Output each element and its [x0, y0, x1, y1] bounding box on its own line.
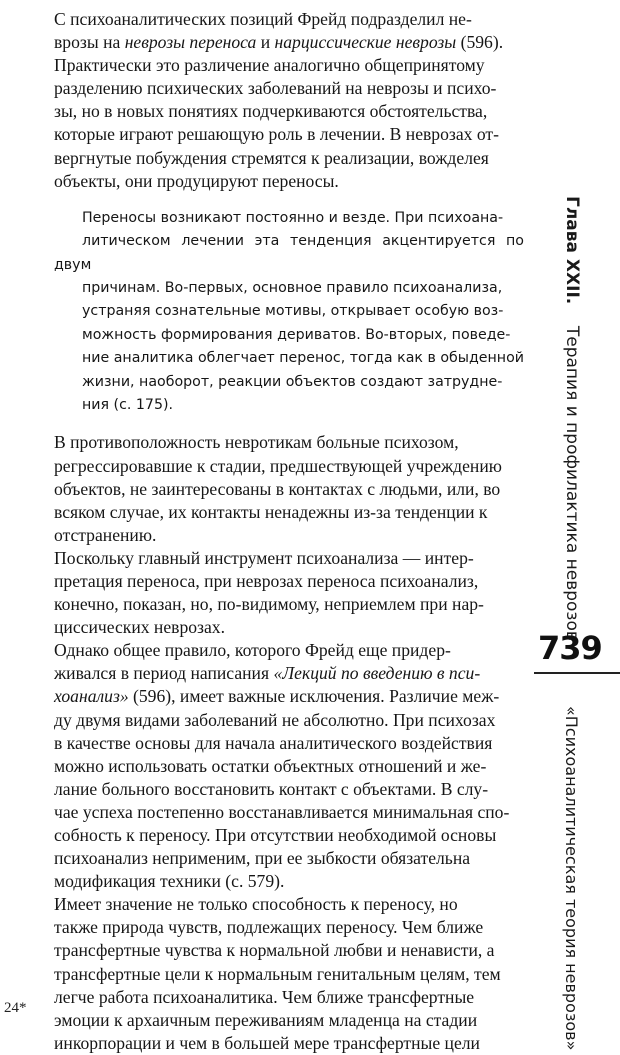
text-line: также природа чувств, подлежащих переносу. Чем ближе: [54, 917, 484, 938]
text-line: модификация техники (с. 579).: [54, 871, 285, 892]
text-line: эмоции к архаичным переживаниям младенца на стадии: [54, 1009, 478, 1030]
paragraph: [26, 547, 524, 639]
text-line: которые играют решающую роль в лечении. В неврозах от-: [54, 124, 499, 145]
text-line: всяком случае, их контакты ненадежны из-за тенденции к: [54, 501, 488, 522]
text-line: Имеет значение не только способность к переносу, но: [54, 894, 458, 915]
text-line: циссических неврозах.: [54, 617, 226, 638]
text-line: причинам. Во-первых, основное правило психоанализа,: [82, 279, 503, 296]
chapter-running-head: [562, 196, 582, 641]
text-line: жизни, наоборот, реакции объектов создают затрудне-: [82, 373, 503, 390]
text-line: Переносы возникают постоянно и везде. При психоана-: [82, 209, 504, 226]
text-line: трансфертные чувства к нормальной любви и ненависти, а: [54, 940, 495, 961]
text-line: В противоположность невротикам больные психозом,: [54, 432, 459, 453]
text-line: чае успеха постепенно восстанавливается минимальная спо-: [54, 801, 510, 822]
chapter-label: Глава XXII.: [562, 196, 582, 305]
text-line: регрессировавшие к стадии, предшествующей учреждению: [54, 455, 502, 476]
text-line: психоанализ неприменим, при ее зыбкости обязательна: [54, 848, 471, 869]
page-number: 739: [538, 629, 602, 667]
text-line: вергнутые побуждения стремятся к реализации, вожделея: [54, 147, 489, 168]
paragraph: [26, 639, 524, 893]
text-line: инкорпорации и чем в большей мере трансфертные цели: [54, 1032, 480, 1053]
chapter-title: Терапия и профилактика неврозов: [562, 325, 582, 641]
text-line: в качестве основы для начала аналитического воздействия: [54, 732, 493, 753]
text-line: С психоаналитических позиций Фрейд подразделил не-: [54, 9, 472, 29]
text-line: конечно, показан, но, по-видимому, неприемлем при нар-: [54, 594, 484, 615]
text-line: хоанализ» (596), имеет важные исключения. Различие меж-: [54, 686, 500, 707]
text-line: отстранению.: [54, 524, 157, 545]
text-line: можно использовать остатки объектных отношений и же-: [54, 755, 487, 776]
text-line: трансфертные цели к нормальным генитальным целям, тем: [54, 963, 501, 984]
running-head-sidebar: [534, 20, 620, 1051]
text-line: устраняя сознательные мотивы, открывает особую воз-: [82, 303, 504, 320]
signature-mark: 24*: [4, 1000, 27, 1016]
text-line: зы, но в новых понятиях подчеркиваются обстоятельства,: [54, 101, 488, 122]
text-line: литическом лечении эта тенденция акцентируется по двум: [54, 233, 524, 273]
divider: [534, 672, 620, 674]
text-line: врозы на неврозы переноса и нарциссические неврозы (596).: [54, 32, 504, 53]
text-line: лание больного восстановить контакт с объектами. В слу-: [54, 778, 489, 799]
text-line: объектов, не заинтересованы в контактах с людьми, или, во: [54, 478, 501, 499]
book-title-running-head: «Психоаналитическая теория неврозов»: [562, 706, 581, 1051]
main-text-column: [26, 0, 524, 1055]
text-line: ду двумя видами заболеваний не абсолютно. При психозах: [54, 709, 496, 730]
text-line: Поскольку главный инструмент психоанализа — интер-: [54, 547, 474, 568]
text-line: претация переноса, при неврозах переноса психоанализ,: [54, 570, 479, 591]
text-line: живался в период написания «Лекций по введению в пси-: [54, 663, 481, 684]
text-line: разделению психических заболеваний на неврозы и психо-: [54, 78, 497, 99]
text-line: Практически это различение аналогично общепринятому: [54, 55, 485, 76]
block-quote: [54, 207, 524, 418]
text-line: объекты, они продуцируют переносы.: [54, 170, 339, 191]
text-line: Однако общее правило, которого Фрейд еще придер-: [54, 640, 451, 661]
text-line: ние аналитика облегчает перенос, тогда как в обыденной: [82, 350, 524, 367]
text-line: ния (с. 175).: [82, 397, 174, 413]
paragraph: [26, 431, 524, 546]
text-line: легче работа психоаналитика. Чем ближе трансфертные: [54, 986, 475, 1007]
paragraph: [26, 893, 524, 1055]
text-line: можность формирования дериватов. Во-вторых, поведе-: [82, 326, 511, 343]
paragraph: [26, 0, 524, 193]
text-line: собность к переносу. При отсутствии необходимой основы: [54, 825, 497, 845]
